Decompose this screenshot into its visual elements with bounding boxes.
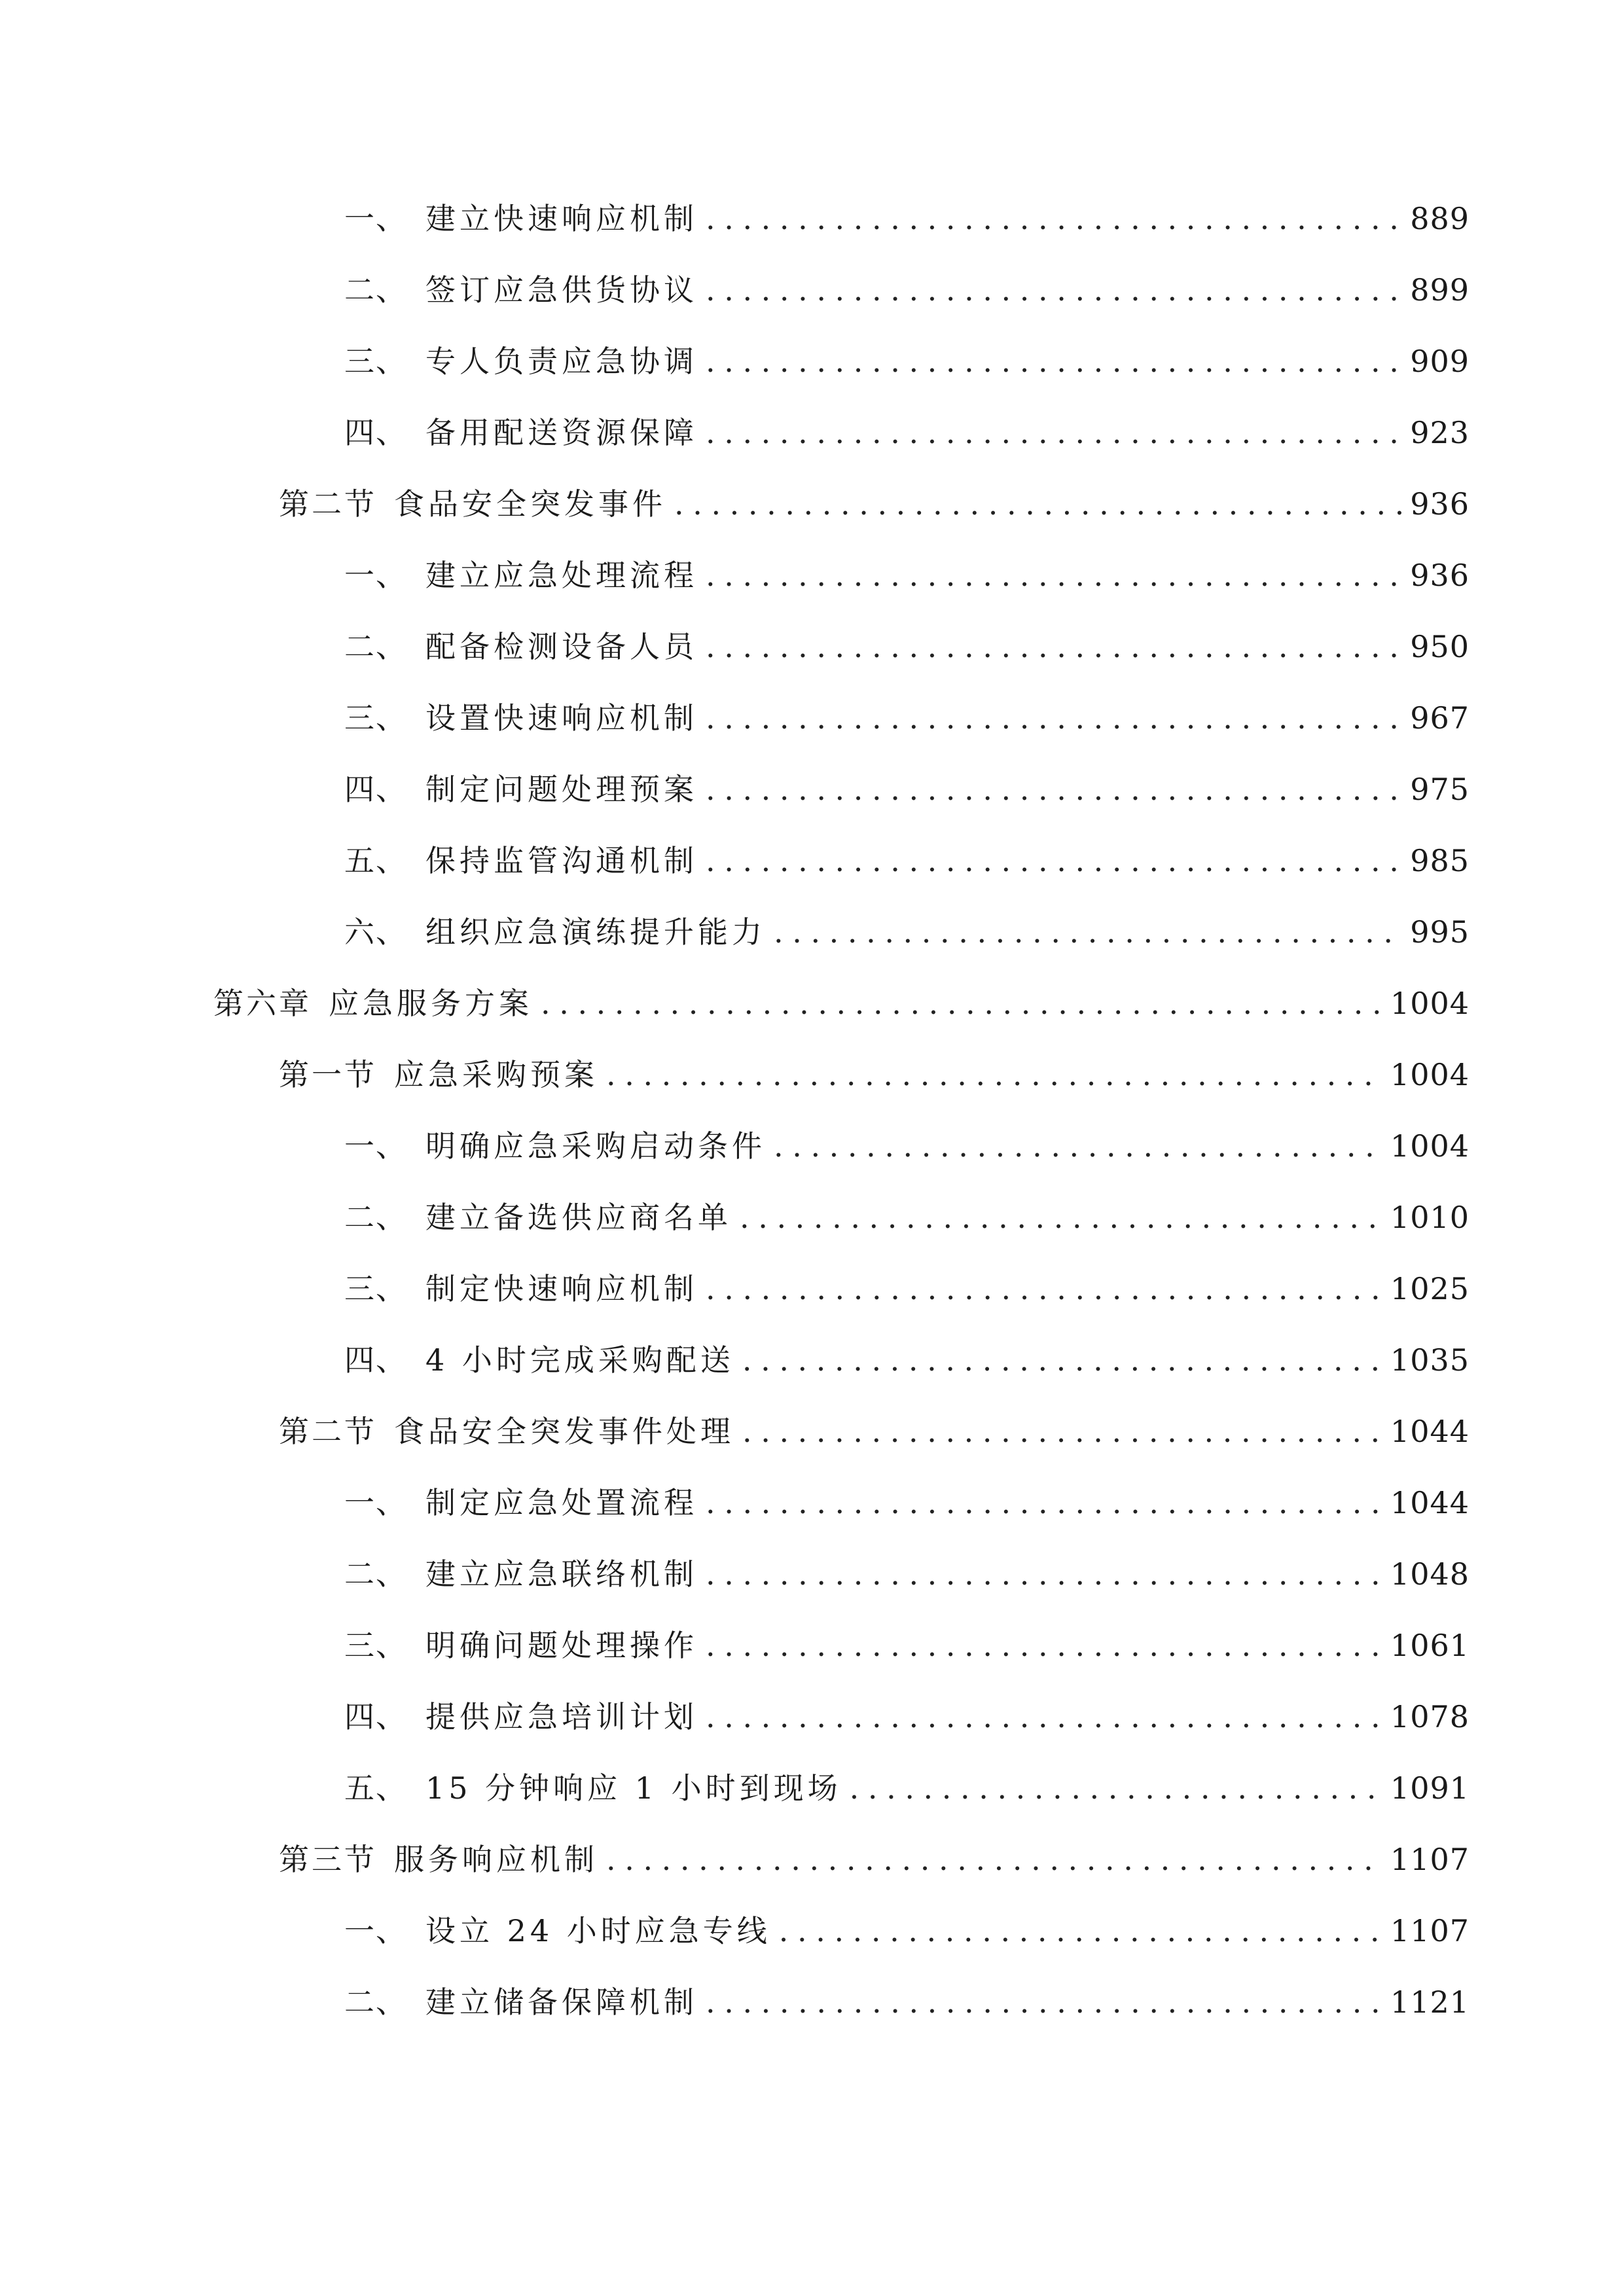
toc-page-number: 1004 — [1390, 986, 1470, 1021]
toc-dot-leader — [706, 763, 1403, 816]
toc-dot-leader — [706, 692, 1403, 744]
toc-page-number: 1004 — [1390, 1057, 1470, 1092]
toc-entry-title: 备用配送资源保障 — [425, 415, 698, 450]
toc-entry-title: 设立 24 小时应急专线 — [425, 1913, 771, 1948]
toc-entry-number: 四、 — [344, 1699, 407, 1734]
toc-dot-leader — [706, 620, 1403, 673]
toc-entry-number: 三、 — [344, 700, 407, 736]
toc-entry[interactable] — [344, 620, 1470, 673]
toc-entry-title: 配备检测设备人员 — [425, 629, 698, 664]
toc-entry-title: 食品安全突发事件 — [394, 486, 666, 522]
toc-page-number: 1091 — [1390, 1770, 1470, 1806]
toc-dot-leader — [541, 977, 1384, 1030]
toc-page-number: 1061 — [1390, 1628, 1470, 1663]
toc-entry-title: 应急服务方案 — [329, 986, 533, 1021]
toc-entry-number: 二、 — [344, 1200, 407, 1235]
toc-entry[interactable] — [279, 478, 1470, 530]
toc-entry-title: 签订应急供货协议 — [425, 272, 698, 308]
toc-entry-title: 建立快速响应机制 — [425, 201, 698, 236]
toc-dot-leader — [706, 1263, 1384, 1315]
toc-dot-leader — [706, 549, 1403, 601]
toc-entry[interactable] — [344, 692, 1470, 744]
toc-entry[interactable] — [279, 1405, 1470, 1458]
toc-entry-number: 四、 — [344, 772, 407, 807]
toc-entry-title: 建立应急处理流程 — [425, 558, 698, 593]
toc-page-number: 1004 — [1390, 1128, 1470, 1164]
toc-page-number: 985 — [1410, 843, 1470, 878]
toc-entry-number: 一、 — [344, 1128, 407, 1164]
toc-page-number: 967 — [1410, 700, 1470, 736]
toc-entry-title: 食品安全突发事件处理 — [394, 1414, 734, 1449]
toc-dot-leader — [779, 1905, 1384, 1957]
toc-entry-title: 明确应急采购启动条件 — [425, 1128, 766, 1164]
toc-entry[interactable] — [344, 1905, 1470, 1957]
toc-page-number: 909 — [1410, 344, 1470, 379]
toc-page-number: 1044 — [1390, 1485, 1470, 1520]
toc-entry[interactable] — [344, 1548, 1470, 1600]
toc-entry-title: 设置快速响应机制 — [425, 700, 698, 736]
toc-page-number: 1035 — [1390, 1342, 1470, 1378]
toc-dot-leader — [706, 1477, 1384, 1529]
toc-entry-number: 三、 — [344, 1628, 407, 1663]
toc-entry-number: 四、 — [344, 1342, 407, 1378]
toc-dot-leader — [706, 406, 1403, 459]
toc-entry-title: 专人负责应急协调 — [425, 344, 698, 379]
toc-dot-leader — [706, 834, 1403, 887]
toc-dot-leader — [706, 264, 1403, 316]
toc-entry-title: 制定快速响应机制 — [425, 1271, 698, 1306]
toc-dot-leader — [774, 906, 1403, 958]
toc-entry[interactable] — [344, 834, 1470, 887]
toc-page-number: 1025 — [1390, 1271, 1470, 1306]
toc-entry[interactable] — [344, 1762, 1470, 1814]
toc-entry-title: 服务响应机制 — [394, 1842, 598, 1877]
toc-dot-leader — [706, 192, 1403, 245]
toc-entry[interactable] — [213, 977, 1470, 1030]
toc-entry[interactable] — [344, 1334, 1470, 1386]
toc-entry-number: 第六章 — [213, 986, 312, 1021]
toc-page-number: 936 — [1410, 558, 1470, 593]
toc-page-number: 923 — [1410, 415, 1470, 450]
toc-entry-title: 制定应急处置流程 — [425, 1485, 698, 1520]
toc-entry-number: 二、 — [344, 272, 407, 308]
toc-page-number: 1107 — [1390, 1913, 1470, 1948]
toc-page-number: 1121 — [1390, 1984, 1470, 2020]
toc-dot-leader — [742, 1334, 1384, 1386]
toc-dot-leader — [850, 1762, 1384, 1814]
toc-dot-leader — [774, 1120, 1384, 1172]
toc-entry-title: 建立备选供应商名单 — [425, 1200, 732, 1235]
toc-entry[interactable] — [344, 1263, 1470, 1315]
toc-entry[interactable] — [344, 763, 1470, 816]
toc-entry-title: 建立储备保障机制 — [425, 1984, 698, 2020]
toc-entry[interactable] — [344, 1477, 1470, 1529]
toc-entry-title: 保持监管沟通机制 — [425, 843, 698, 878]
toc-entry[interactable] — [344, 549, 1470, 601]
toc-dot-leader — [740, 1191, 1384, 1244]
toc-entry[interactable] — [344, 1191, 1470, 1244]
toc-entry-number: 一、 — [344, 1485, 407, 1520]
toc-entry-number: 四、 — [344, 415, 407, 450]
toc-entry-number: 五、 — [344, 1770, 407, 1806]
toc-entry-number: 二、 — [344, 629, 407, 664]
toc-entry[interactable] — [344, 406, 1470, 459]
toc-entry-number: 六、 — [344, 914, 407, 950]
toc-entry[interactable] — [344, 1120, 1470, 1172]
toc-entry[interactable] — [279, 1049, 1470, 1101]
toc-page-number: 1048 — [1390, 1556, 1470, 1592]
toc-entry[interactable] — [279, 1833, 1470, 1886]
toc-entry[interactable] — [344, 906, 1470, 958]
toc-entry-title: 应急采购预案 — [394, 1057, 598, 1092]
toc-entry[interactable] — [344, 1976, 1470, 2028]
toc-dot-leader — [606, 1049, 1384, 1101]
toc-entry-number: 第二节 — [279, 486, 377, 522]
toc-page-number: 1078 — [1390, 1699, 1470, 1734]
toc-entry-number: 第一节 — [279, 1057, 377, 1092]
toc-entry-number: 二、 — [344, 1984, 407, 2020]
toc-dot-leader — [606, 1833, 1384, 1886]
toc-page-number: 1044 — [1390, 1414, 1470, 1449]
toc-entry-number: 第二节 — [279, 1414, 377, 1449]
toc-dot-leader — [706, 1976, 1384, 2028]
toc-entry[interactable] — [344, 335, 1470, 387]
toc-dot-leader — [742, 1405, 1384, 1458]
toc-page-number: 950 — [1410, 629, 1470, 664]
toc-entry-number: 一、 — [344, 201, 407, 236]
toc-entry-title: 组织应急演练提升能力 — [425, 914, 766, 950]
toc-entry-number: 一、 — [344, 1913, 407, 1948]
toc-dot-leader — [674, 478, 1403, 530]
toc-page-number: 889 — [1410, 201, 1470, 236]
toc-dot-leader — [706, 1548, 1384, 1600]
toc-entry[interactable] — [344, 264, 1470, 316]
toc-entry[interactable] — [344, 192, 1470, 245]
toc-page-number: 995 — [1410, 914, 1470, 950]
toc-entry-number: 二、 — [344, 1556, 407, 1592]
toc-page-number: 936 — [1410, 486, 1470, 522]
toc-entry-title: 4 小时完成采购配送 — [425, 1342, 734, 1378]
toc-entry-title: 提供应急培训计划 — [425, 1699, 698, 1734]
toc-entry[interactable] — [344, 1619, 1470, 1672]
toc-entry-number: 五、 — [344, 843, 407, 878]
toc-page-number: 899 — [1410, 272, 1470, 308]
toc-page-number: 975 — [1410, 772, 1470, 807]
toc-entry-title: 建立应急联络机制 — [425, 1556, 698, 1592]
toc-entry-number: 一、 — [344, 558, 407, 593]
toc-page-number: 1107 — [1390, 1842, 1470, 1877]
toc-dot-leader — [706, 1691, 1384, 1743]
toc-entry-title: 明确问题处理操作 — [425, 1628, 698, 1663]
toc-entry-number: 三、 — [344, 344, 407, 379]
toc-entry[interactable] — [344, 1691, 1470, 1743]
toc-page-number: 1010 — [1390, 1200, 1470, 1235]
toc-entry-title: 制定问题处理预案 — [425, 772, 698, 807]
toc-entry-number: 三、 — [344, 1271, 407, 1306]
toc-entry-title: 15 分钟响应 1 小时到现场 — [425, 1770, 842, 1806]
toc-dot-leader — [706, 335, 1403, 387]
toc-dot-leader — [706, 1619, 1384, 1672]
toc-entry-number: 第三节 — [279, 1842, 377, 1877]
